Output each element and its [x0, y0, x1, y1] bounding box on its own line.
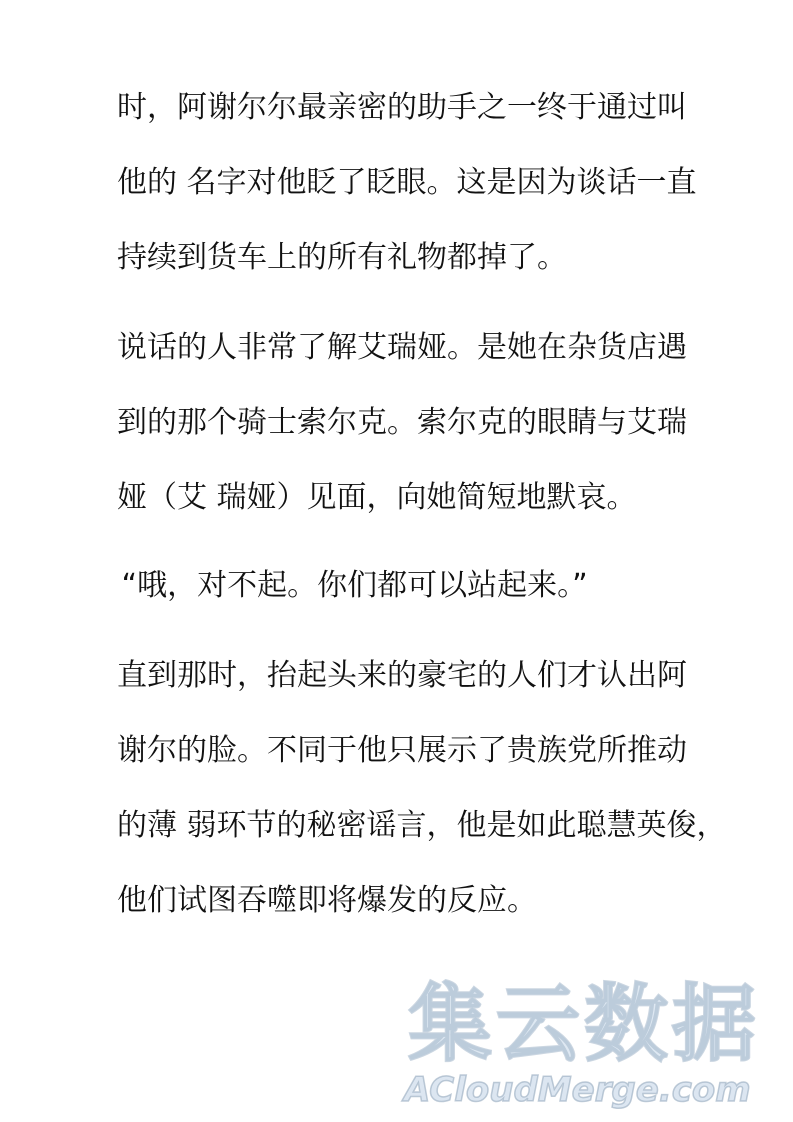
text-line: 他的 名字对他眨了眨眼。这是因为谈话一直 [117, 165, 697, 200]
watermark-logo [404, 975, 774, 1110]
text-line: 直到那时，抬起头来的豪宅的人们才认出阿 [117, 658, 687, 693]
text-line: 说话的人非常了解艾瑞娅。是她在杂货店遇 [117, 330, 687, 365]
watermark-url-text: ACloudMerge.com [404, 1070, 751, 1110]
text-line: 娅（艾 瑞娅）见面，向她简短地默哀。 [117, 480, 637, 515]
text-line: 到的那个骑士索尔克。索尔克的眼睛与艾瑞 [117, 405, 687, 440]
text-line: 持续到货车上的所有礼物都掉了。 [117, 240, 567, 275]
watermark-chinese-text: 集云数据 [408, 975, 761, 1073]
text-line: “哦，对不起。你们都可以站起来。” [112, 568, 588, 603]
text-line: 谢尔的脸。不同于他只展示了贵族党所推动 [117, 733, 687, 768]
text-line: 他们试图吞噬即将爆发的反应。 [117, 883, 537, 918]
text-line: 的薄 弱环节的秘密谣言，他是如此聪慧英俊， [117, 808, 727, 843]
text-line: 时，阿谢尔尔最亲密的助手之一终于通过叫 [117, 90, 687, 125]
